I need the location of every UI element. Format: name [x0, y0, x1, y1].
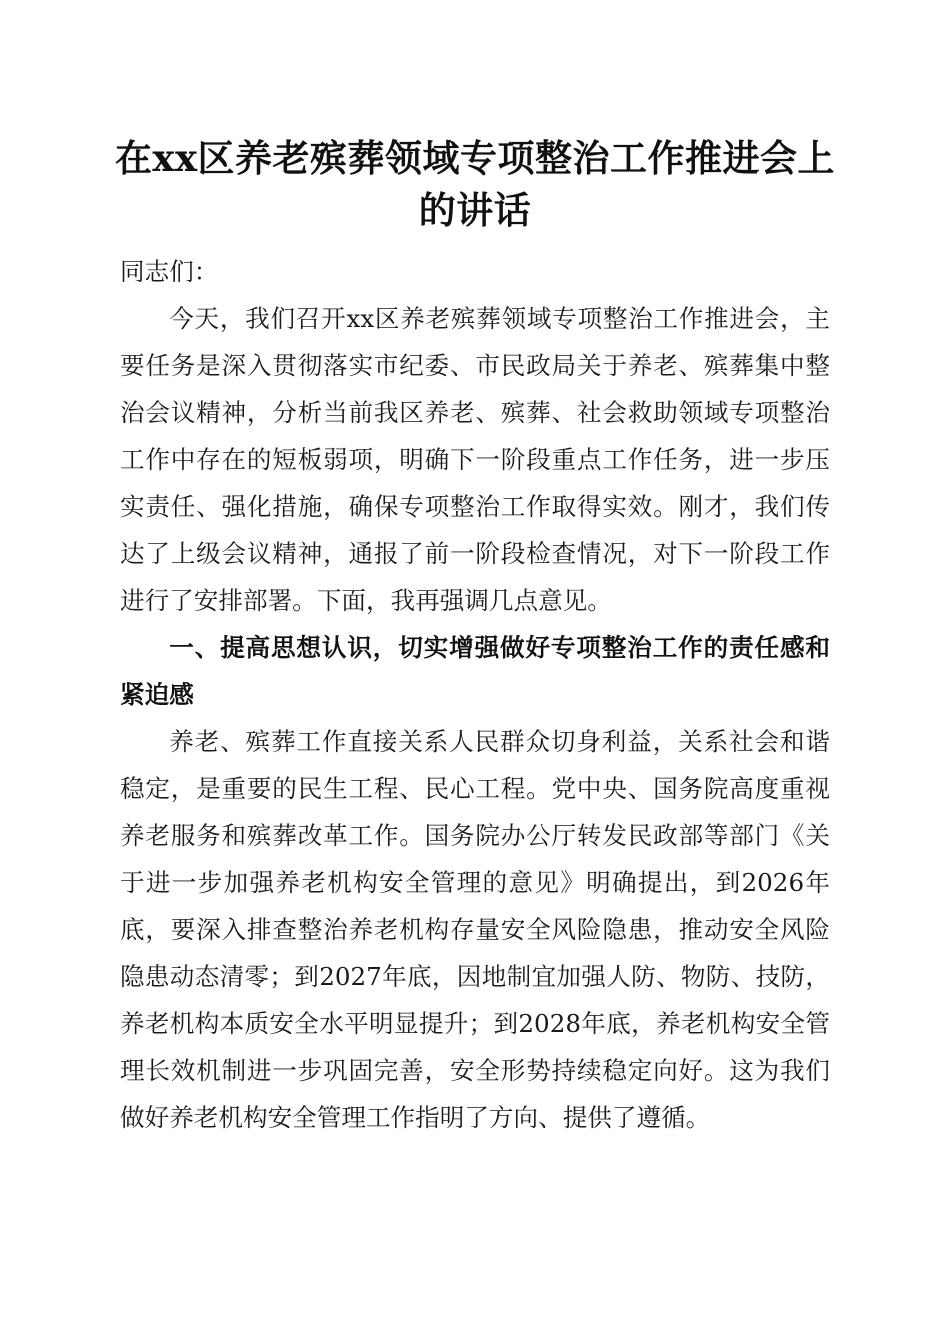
section-heading: 一、提高思想认识，切实增强做好专项整治工作的责任感和紧迫感 [120, 633, 830, 709]
section-paragraph: 养老、殡葬工作直接关系人民群众切身利益，关系社会和谐稳定，是重要的民生工程、民心工程。党中央、国务院高度重视养老服务和殡葬改革工作。国务院办公厅转发民政部等部门《关于进一步加强养老机构安全管理的意见》明确提出，到2026年底，要深入排查整治养老机构存量安全风险隐患，推动安全风险隐患动态清零；到2027年底，因地制宜加强人防、物防、技防，养老机构本质安全水平明显提升；到2028年底，养老机构安全管理长效机制进一步巩固完善，安全形势持续稳定向好。这为我们做好养老机构安全管理工作指明了方向、提供了遵循。 [120, 727, 830, 1132]
salutation: 同志们： [120, 257, 219, 286]
document-title: 在xx区养老殡葬领域专项整治工作推进会上的讲话 [114, 136, 836, 232]
document-body [120, 248, 830, 1141]
opening-paragraph: 今天，我们召开xx区养老殡葬领域专项整治工作推进会，主要任务是深入贯彻落实市纪委、市民政局关于养老、殡葬集中整治会议精神，分析当前我区养老、殡葬、社会救助领域专项整治工作中存在的短板弱项，明确下一阶段重点工作任务，进一步压实责任、强化措施，确保专项整治工作取得实效。刚才，我们传达了上级会议精神，通报了前一阶段检查情况，对下一阶段工作进行了安排部署。下面，我再强调几点意见。 [120, 304, 830, 615]
